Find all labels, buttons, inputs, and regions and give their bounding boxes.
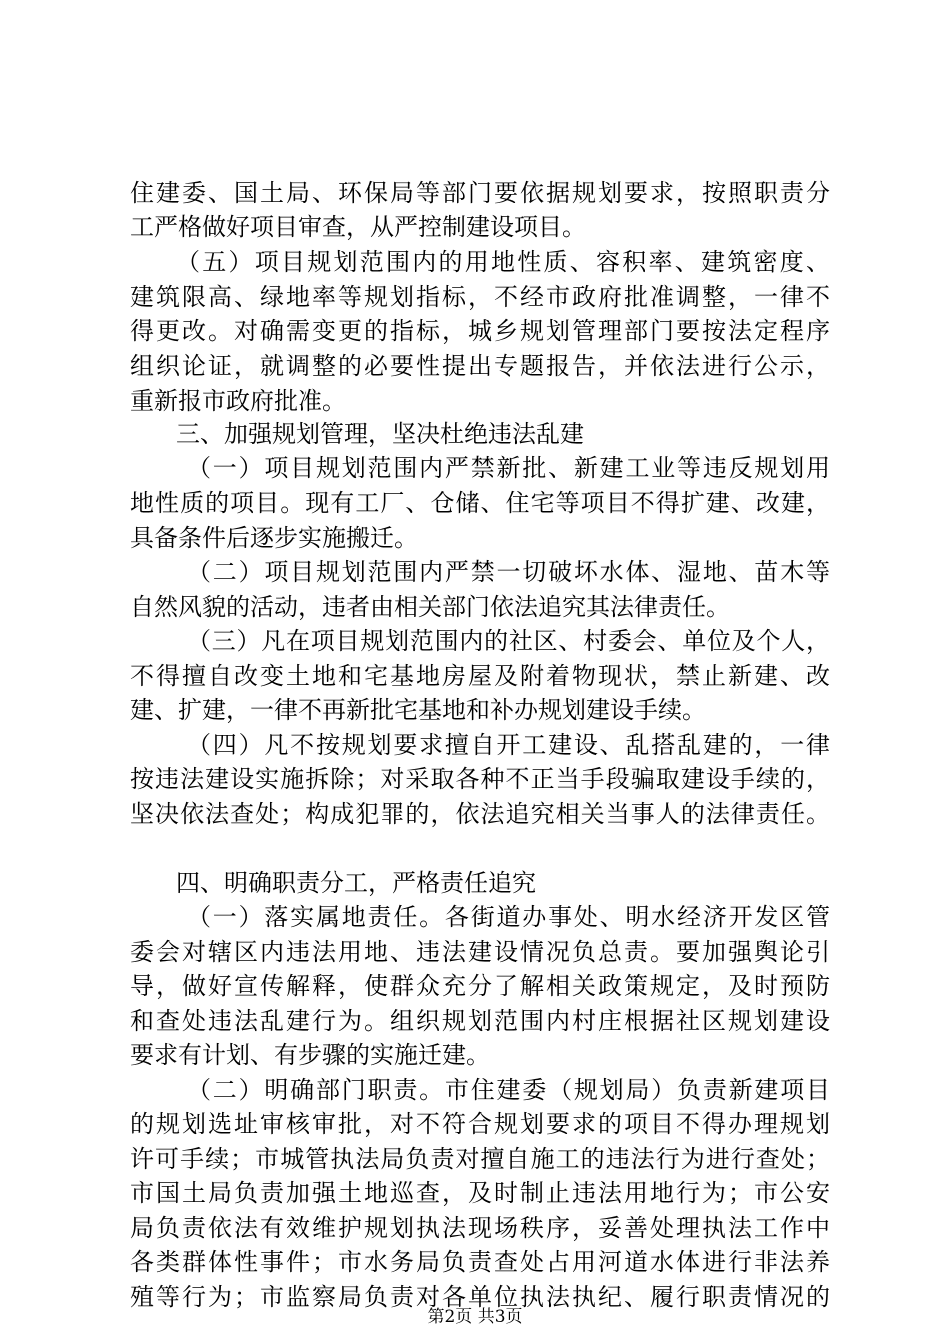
text-line: 住建委、国土局、环保局等部门要依据规划要求，按照职责分 [130,179,830,207]
text-line: 导，做好宣传解释，使群众充分了解相关政策规定，及时预防 [130,972,830,1000]
text-line: 组织论证，就调整的必要性提出专题报告，并依法进行公示， [130,352,830,380]
text-line: 不得擅自改变土地和宅基地房屋及附着物现状，禁止新建、改 [130,662,830,690]
text-line: 自然风貌的活动，违者由相关部门依法追究其法律责任。 [130,593,730,621]
text-line: （四）凡不按规划要求擅自开工建设、乱搭乱建的，一律 [187,731,830,759]
text-line: （二）明确部门职责。市住建委（规划局）负责新建项目 [187,1076,830,1104]
text-line: 坚决依法查处；构成犯罪的，依法追究相关当事人的法律责任。 [130,800,830,828]
text-line: 各类群体性事件；市水务局负责查处占用河道水体进行非法养 [130,1248,830,1276]
text-line: （三）凡在项目规划范围内的社区、村委会、单位及个人， [187,627,830,655]
text-line: 具备条件后逐步实施搬迁。 [130,524,418,552]
text-line: （五）项目规划范围内的用地性质、容积率、建筑密度、 [176,248,830,276]
section-heading: 四、明确职责分工，严格责任追究 [176,869,536,897]
text-line: 工严格做好项目审查，从严控制建设项目。 [130,213,586,241]
text-line: 要求有计划、有步骤的实施迁建。 [130,1041,490,1069]
text-line: 建筑限高、绿地率等规划指标，不经市政府批准调整，一律不 [130,283,830,311]
text-line: 的规划选址审核审批，对不符合规划要求的项目不得办理规划 [130,1110,830,1138]
text-line: 地性质的项目。现有工厂、仓储、住宅等项目不得扩建、改建， [130,489,830,517]
text-line: 委会对辖区内违法用地、违法建设情况负总责。要加强舆论引 [130,938,830,966]
text-line: 重新报市政府批准。 [130,387,346,415]
text-line: （一）项目规划范围内严禁新批、新建工业等违反规划用 [187,454,830,482]
section-heading: 三、加强规划管理，坚决杜绝违法乱建 [176,420,584,448]
text-line: 殖等行为；市监察局负责对各单位执法执纪、履行职责情况的 [130,1283,830,1311]
text-line: 得更改。对确需变更的指标，城乡规划管理部门要按法定程序 [130,317,830,345]
text-line: 按违法建设实施拆除；对采取各种不正当手段骗取建设手续的， [130,765,830,793]
text-line: 和查处违法乱建行为。组织规划范围内村庄根据社区规划建设 [130,1007,830,1035]
page-footer: 第2页 共3页 [427,1307,523,1327]
text-line: （二）项目规划范围内严禁一切破坏水体、湿地、苗木等 [187,558,830,586]
text-line: （一）落实属地责任。各街道办事处、明水经济开发区管 [187,903,830,931]
text-line: 许可手续；市城管执法局负责对擅自施工的违法行为进行查处； [130,1145,830,1173]
text-line: 市国土局负责加强土地巡查，及时制止违法用地行为；市公安 [130,1179,830,1207]
text-line: 建、扩建，一律不再新批宅基地和补办规划建设手续。 [130,696,706,724]
text-line: 局负责依法有效维护规划执法现场秩序，妥善处理执法工作中 [130,1214,830,1242]
